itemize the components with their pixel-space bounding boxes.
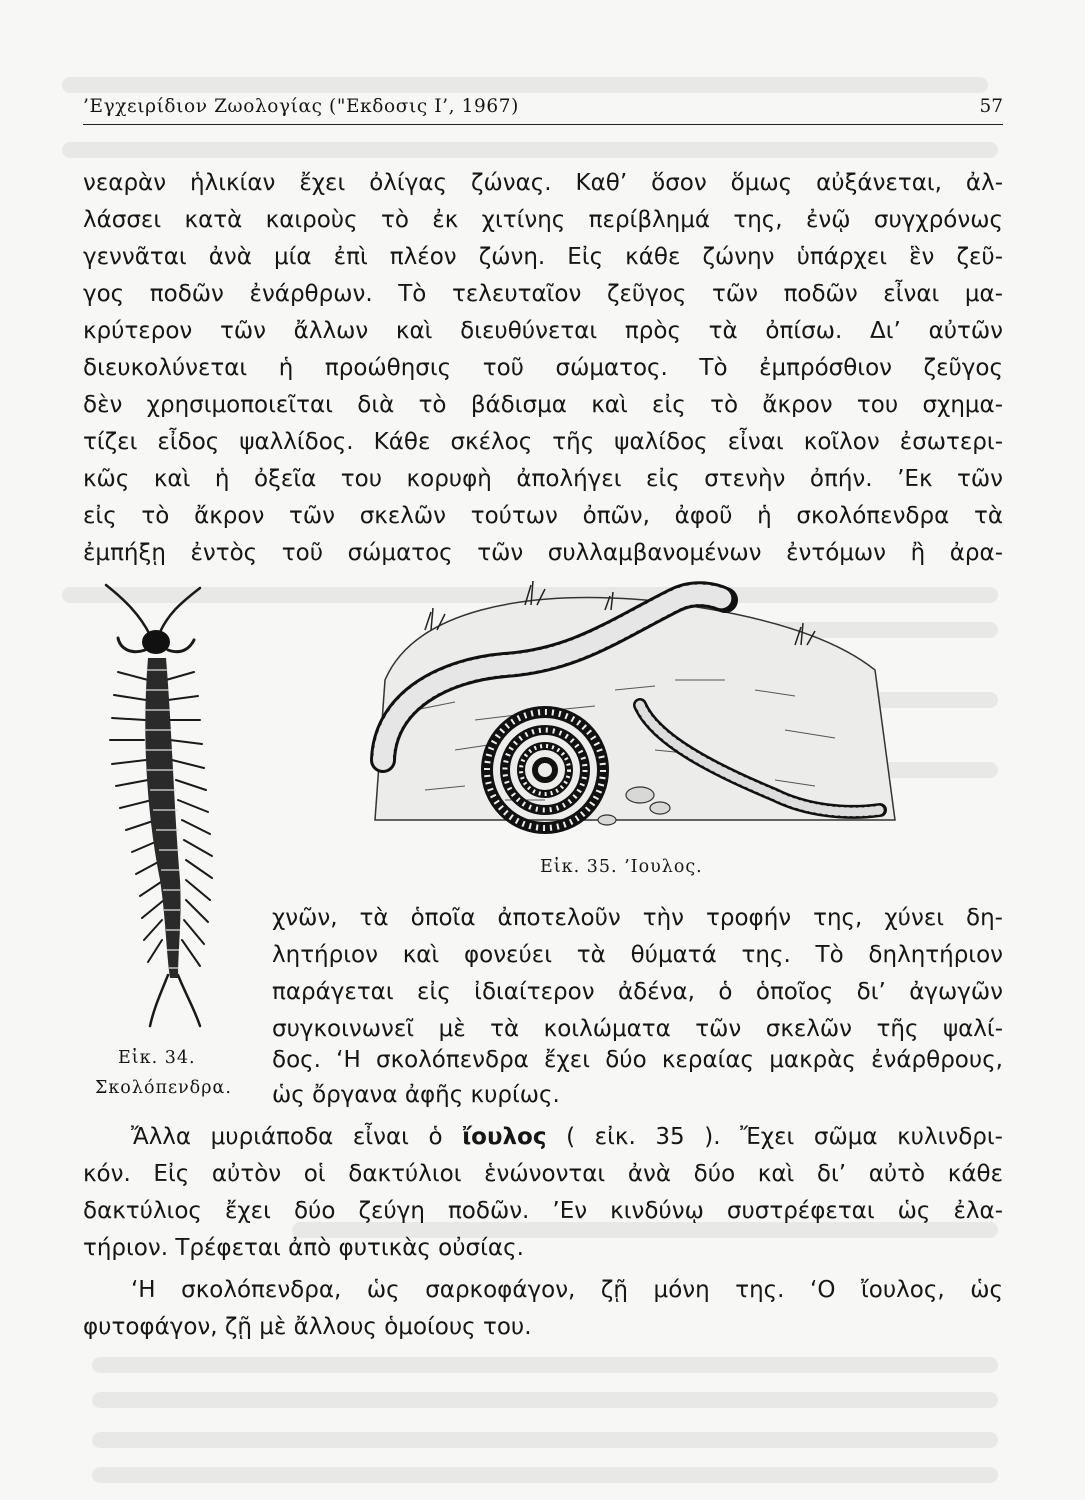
text-line: ὡς ὄργανα ἀφῆς κυρίως. [272, 1082, 560, 1108]
figure-34-caption-number: Εἰκ. 34. [118, 1048, 196, 1068]
text-line-iulus [83, 1122, 1003, 1152]
text-line: δος. ‘Η σκολόπενδρα ἔχει δύο κεραίας μακρὰς ἐνάρθρους, [272, 1047, 1003, 1073]
text-run: ( εἰκ. 35 ). Ἔχει σῶμα κυλινδρι- [566, 1124, 1003, 1150]
centipede-illustration [90, 580, 265, 1030]
text-run: Ἄλλα μυριάποδα εἶναι ὁ [131, 1124, 443, 1150]
text-line: κῶς καὶ ἡ ὀξεῖα του κορυφὴ ἀπολήγει εἰς στενὴν ὀπήν. ’Εκ τῶν [83, 466, 1003, 492]
page-number: 57 [979, 96, 1003, 117]
term-iulus: ἴουλος [462, 1124, 547, 1150]
running-header [83, 96, 1003, 125]
text-line: λητήριον καὶ φονεύει τὰ θύματά της. Τὸ δηλητήριον [272, 942, 1003, 968]
text-line: κόν. Εἰς αὐτὸν οἱ δακτύλιοι ἑνώνονται ἀνὰ δύο καὶ δι’ αὐτὸ κάθε [83, 1161, 1003, 1187]
text-line: φυτοφάγον, ζῇ μὲ ἄλλους ὁμοίους του. [83, 1314, 532, 1340]
millipede-illustration [355, 570, 905, 840]
text-line: παράγεται εἰς ἰδιαίτερον ἀδένα, ὁ ὁποῖος δι’ ἀγωγῶν [272, 979, 1003, 1005]
text-line: συγκοινωνεῖ μὲ τὰ κοιλώματα τῶν σκελῶν τῆς ψαλί- [272, 1016, 1003, 1042]
text-line: γος ποδῶν ἐνάρθρων. Τὸ τελευταῖον ζεῦγος τῶν ποδῶν εἶναι μα- [83, 281, 1003, 307]
text-line: δακτύλιος ἔχει δύο ζεύγη ποδῶν. ’Εν κινδύνῳ συστρέφεται ὡς ἐλα- [83, 1198, 1003, 1224]
text-line: ἐμπήξῃ ἐντὸς τοῦ σώματος τῶν συλλαμβανομένων ἐντόμων ἢ ἀρα- [83, 540, 1003, 566]
text-line: εἰς τὸ ἄκρον τῶν σκελῶν τούτων ὀπῶν, ἀφοῦ ἡ σκολόπενδρα τὰ [83, 503, 1003, 529]
text-line: τίζει εἶδος ψαλλίδος. Κάθε σκέλος τῆς ψαλίδος εἶναι κοῖλον ἐσωτερι- [83, 429, 1003, 455]
figure-35-caption: Εἰκ. 35. ’Ιουλος. [540, 857, 703, 877]
book-title: ’Εγχειρίδιον Ζωολογίας ("Εκδοσις Ι’, 1967) [83, 96, 519, 117]
text-line: χνῶν, τὰ ὁποῖα ἀποτελοῦν τὴν τροφήν της, χύνει δη- [272, 905, 1003, 931]
text-line: διευκολύνεται ἡ προώθησις τοῦ σώματος. Τὸ ἐμπρόσθιον ζεῦγος [83, 355, 1003, 381]
text-line: λάσσει κατὰ καιροὺς τὸ ἐκ χιτίνης περίβλημά της, ἐνῷ συγχρόνως [83, 207, 1003, 233]
text-line: γεννᾶται ἀνὰ μία ἐπὶ πλέον ζώνη. Εἰς κάθε ζώνην ὑπάρχει ἓν ζεῦ- [83, 244, 1003, 270]
text-line: τήριον. Τρέφεται ἀπὸ φυτικὰς οὐσίας. [83, 1235, 524, 1261]
text-line: νεαρὰν ἡλικίαν ἔχει ὀλίγας ζώνας. Καθ’ ὅσον ὅμως αὐξάνεται, ἀλ- [83, 170, 1003, 196]
text-line: κρύτερον τῶν ἄλλων καὶ διευθύνεται πρὸς τὰ ὀπίσω. Δι’ αὐτῶν [83, 318, 1003, 344]
text-line: δὲν χρησιμοποιεῖται διὰ τὸ βάδισμα καὶ εἰς τὸ ἄκρον του σχημα- [83, 392, 1003, 418]
text-line: ‘Η σκολόπενδρα, ὡς σαρκοφάγον, ζῇ μόνη της. ‘Ο ἴουλος, ὡς [131, 1277, 1003, 1303]
figure-34-caption-title: Σκολόπενδρα. [95, 1078, 232, 1098]
